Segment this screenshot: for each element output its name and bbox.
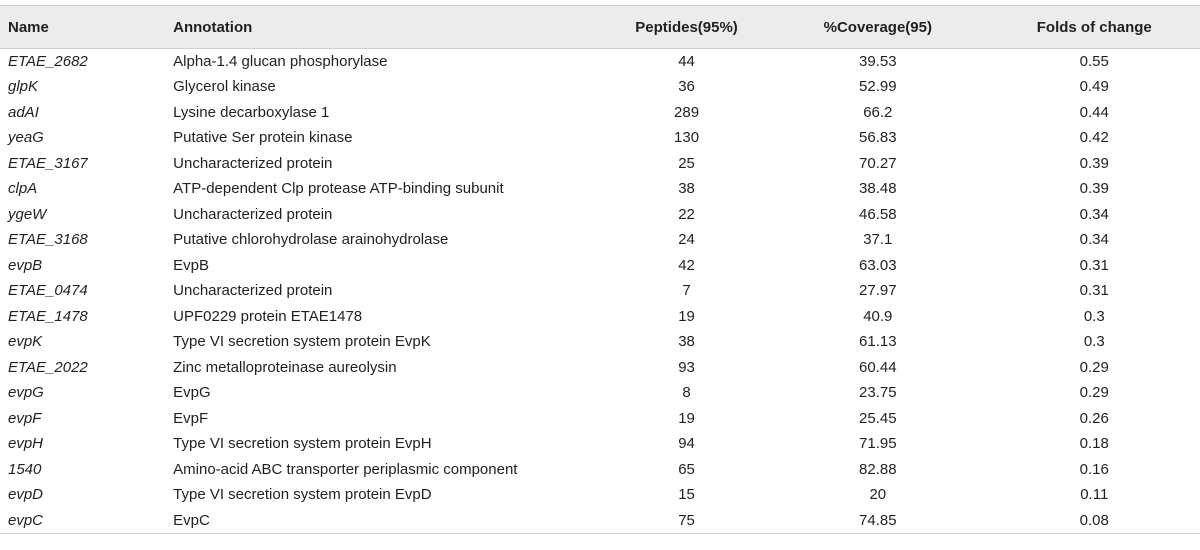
cell-coverage: 52.99: [859, 78, 897, 96]
cell-annotation: Uncharacterized protein: [173, 154, 333, 172]
cell-annotation: Type VI secretion system protein EvpK: [173, 333, 431, 351]
cell-name: glpK: [8, 78, 39, 96]
cell-coverage: 60.44: [859, 358, 897, 376]
header-name: Name: [8, 18, 49, 36]
cell-name: ETAE_2682: [8, 53, 88, 70]
cell-annotation: Putative chlorohydrolase arainohydrolase: [173, 231, 449, 249]
table-row: [0, 482, 1200, 508]
cell-coverage: 82.88: [859, 460, 897, 478]
cell-annotation: Uncharacterized protein: [173, 282, 333, 300]
cell-peptides: 36: [678, 78, 695, 96]
cell-peptides: 22: [678, 205, 695, 223]
table-row: [0, 227, 1200, 253]
cell-coverage: 23.75: [859, 384, 897, 402]
cell-peptides: 38: [678, 180, 695, 198]
table-row: [0, 355, 1200, 381]
cell-name: evpH: [8, 435, 44, 453]
cell-name: adAI: [8, 103, 39, 121]
cell-folds: 0.34: [1079, 205, 1109, 223]
cell-name: ETAE_1478: [8, 307, 88, 325]
cell-folds: 0.08: [1079, 511, 1109, 529]
cell-annotation: Alpha-1.4 glucan phosphorylase: [173, 53, 388, 70]
cell-name: 1540: [8, 460, 42, 478]
table-header: [0, 6, 1200, 49]
cell-folds: 0.34: [1079, 231, 1109, 249]
table-row: [0, 176, 1200, 202]
cell-peptides: 25: [678, 154, 695, 172]
cell-name: ygeW: [8, 205, 47, 223]
table-row: [0, 329, 1200, 355]
table-row: [0, 74, 1200, 100]
cell-coverage: 27.97: [859, 282, 897, 300]
cell-annotation: Amino-acid ABC transporter periplasmic component: [173, 460, 518, 478]
cell-folds: 0.3: [1083, 333, 1105, 351]
cell-peptides: 8: [682, 384, 691, 402]
cell-folds: 0.44: [1079, 103, 1109, 121]
cell-coverage: 74.85: [859, 511, 897, 529]
cell-peptides: 289: [674, 103, 700, 121]
table-row: [0, 508, 1200, 534]
cell-coverage: 66.2: [863, 103, 893, 121]
cell-annotation: Zinc metalloproteinase aureolysin: [173, 358, 397, 376]
cell-name: ETAE_0474: [8, 282, 88, 300]
table-row: [0, 278, 1200, 304]
cell-folds: 0.49: [1079, 78, 1109, 96]
cell-coverage: 61.13: [859, 333, 897, 351]
cell-annotation: Putative Ser protein kinase: [173, 129, 353, 147]
cell-annotation: ATP-dependent Clp protease ATP-binding subunit: [173, 180, 504, 198]
header-peptides: Peptides(95%): [635, 18, 738, 36]
table-row: [0, 202, 1200, 228]
cell-coverage: 40.9: [863, 307, 893, 325]
cell-peptides: 130: [674, 129, 700, 147]
table-row: [0, 304, 1200, 330]
cell-coverage: 70.27: [859, 154, 897, 172]
cell-peptides: 15: [678, 486, 695, 504]
cell-name: ETAE_3168: [8, 231, 88, 249]
table-row: [0, 457, 1200, 483]
cell-peptides: 7: [682, 282, 691, 300]
cell-annotation: EvpG: [173, 384, 211, 402]
cell-annotation: EvpC: [173, 511, 210, 529]
cell-peptides: 42: [678, 256, 695, 274]
cell-name: evpF: [8, 409, 42, 427]
table-row: [0, 49, 1200, 75]
cell-name: evpD: [8, 486, 44, 504]
cell-annotation: Type VI secretion system protein EvpH: [173, 435, 432, 453]
cell-folds: 0.18: [1079, 435, 1109, 453]
cell-name: evpK: [8, 333, 43, 351]
cell-folds: 0.16: [1079, 460, 1109, 478]
cell-annotation: EvpB: [173, 256, 209, 274]
cell-peptides: 44: [678, 53, 695, 70]
table-body: [0, 49, 1200, 534]
cell-coverage: 38.48: [859, 180, 897, 198]
table-row: [0, 100, 1200, 126]
cell-annotation: Glycerol kinase: [173, 78, 276, 96]
cell-peptides: 65: [678, 460, 695, 478]
cell-folds: 0.55: [1079, 53, 1109, 70]
cell-peptides: 24: [678, 231, 695, 249]
header-folds: Folds of change: [1036, 18, 1152, 36]
cell-annotation: Uncharacterized protein: [173, 205, 333, 223]
table-row: [0, 125, 1200, 151]
table-row: [0, 406, 1200, 432]
cell-name: evpC: [8, 511, 44, 529]
cell-annotation: Type VI secretion system protein EvpD: [173, 486, 432, 504]
cell-peptides: 19: [678, 409, 695, 427]
cell-folds: 0.11: [1080, 486, 1109, 504]
header-coverage: %Coverage(95): [823, 18, 932, 36]
table-row: [0, 431, 1200, 457]
protein-table: [0, 5, 1200, 534]
header-row: [0, 6, 1200, 49]
cell-coverage: 63.03: [859, 256, 897, 274]
cell-folds: 0.39: [1079, 154, 1109, 172]
cell-annotation: Lysine decarboxylase 1: [173, 103, 330, 121]
cell-coverage: 20: [869, 486, 887, 504]
cell-folds: 0.26: [1079, 409, 1109, 427]
cell-coverage: 56.83: [859, 129, 897, 147]
cell-name: evpB: [8, 256, 43, 274]
table-row: [0, 380, 1200, 406]
cell-peptides: 38: [678, 333, 695, 351]
table-row: [0, 151, 1200, 177]
cell-name: ETAE_3167: [8, 154, 88, 172]
cell-folds: 0.29: [1079, 358, 1109, 376]
cell-coverage: 39.53: [859, 53, 897, 70]
cell-name: clpA: [8, 180, 38, 198]
cell-peptides: 19: [678, 307, 695, 325]
cell-folds: 0.29: [1079, 384, 1109, 402]
cell-folds: 0.42: [1079, 129, 1109, 147]
cell-annotation: EvpF: [173, 409, 209, 427]
cell-annotation: UPF0229 protein ETAE1478: [173, 307, 363, 325]
cell-folds: 0.31: [1079, 282, 1109, 300]
cell-peptides: 94: [678, 435, 695, 453]
cell-coverage: 46.58: [859, 205, 897, 223]
header-annotation: Annotation: [173, 18, 253, 36]
cell-folds: 0.39: [1079, 180, 1109, 198]
cell-name: evpG: [8, 384, 44, 402]
cell-peptides: 93: [678, 358, 695, 376]
table-row: [0, 253, 1200, 279]
cell-coverage: 71.95: [859, 435, 897, 453]
cell-folds: 0.3: [1083, 307, 1105, 325]
cell-peptides: 75: [678, 511, 695, 529]
cell-coverage: 37.1: [863, 231, 893, 249]
cell-coverage: 25.45: [859, 409, 897, 427]
cell-folds: 0.31: [1079, 256, 1109, 274]
cell-name: ETAE_2022: [8, 358, 88, 376]
cell-name: yeaG: [8, 129, 44, 147]
